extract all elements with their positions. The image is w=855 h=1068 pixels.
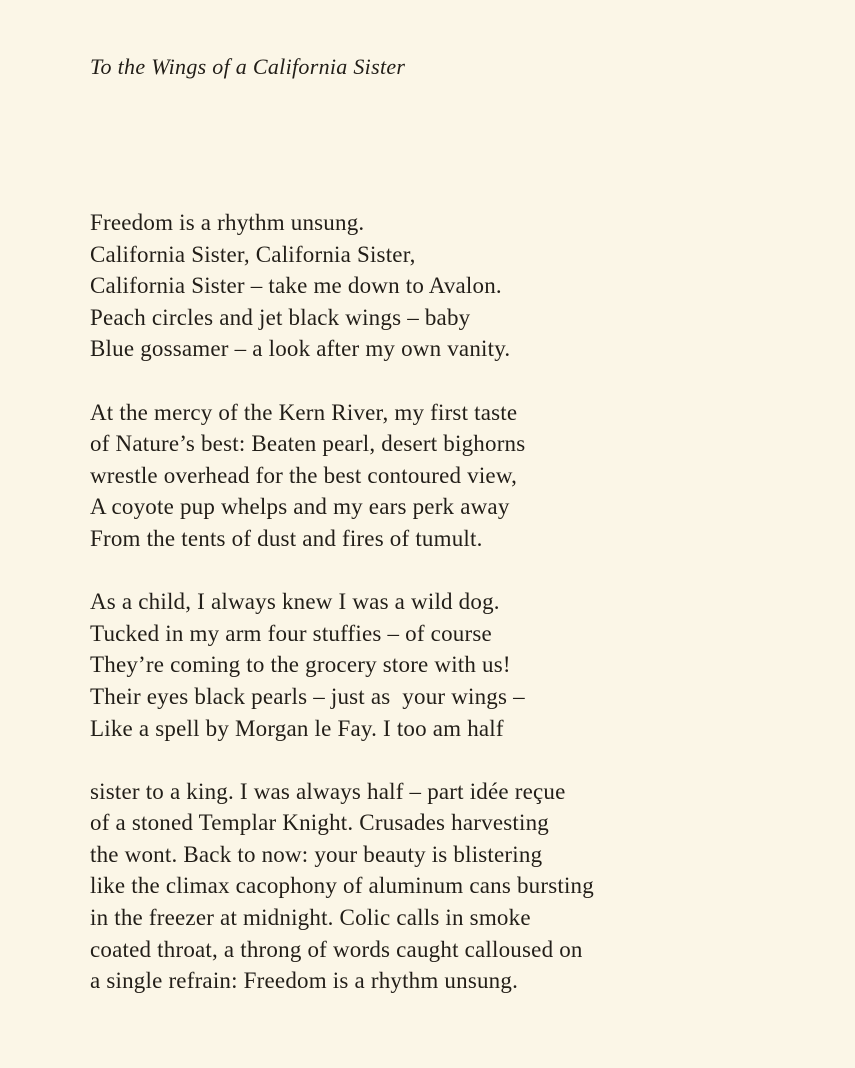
poem-line: sister to a king. I was always half – part idée reçue (90, 778, 566, 804)
poem-line: Blue gossamer – a look after my own vanity. (90, 336, 511, 362)
poem-line: A coyote pup whelps and my ears perk away (90, 494, 510, 520)
poem-line: of a stoned Templar Knight. Crusades harvesting (90, 810, 549, 836)
poem-line: California Sister – take me down to Avalon. (90, 273, 502, 299)
poem-line: Their eyes black pearls – just as your wings – (90, 683, 525, 709)
poem-line: coated throat, a throng of words caught calloused on (90, 936, 583, 962)
poem-line: a single refrain: Freedom is a rhythm unsung. (90, 968, 519, 994)
stanza-3 (90, 586, 795, 744)
poem-line: in the freezer at midnight. Colic calls in smoke (90, 905, 531, 931)
stanza-1 (90, 207, 795, 365)
poem-line: Peach circles and jet black wings – baby (90, 304, 471, 330)
poem-line: Like a spell by Morgan le Fay. I too am half (90, 715, 504, 741)
poem-line: of Nature’s best: Beaten pearl, desert bighorns (90, 431, 526, 457)
poem-line: like the climax cacophony of aluminum cans bursting (90, 873, 594, 899)
poem-title: To the Wings of a California Sister (90, 54, 406, 79)
poem-line: California Sister, California Sister, (90, 241, 416, 267)
poem-line: At the mercy of the Kern River, my first taste (90, 399, 518, 425)
poem-line: From the tents of dust and fires of tumult. (90, 525, 483, 551)
poem-line: Tucked in my arm four stuffies – of course (90, 620, 492, 646)
poem-line: Freedom is a rhythm unsung. (90, 210, 365, 235)
poem-line: the wont. Back to now: your beauty is blistering (90, 841, 543, 867)
stanza-2 (90, 397, 795, 555)
poem-line: They’re coming to the grocery store with us! (90, 652, 511, 678)
poem-line: wrestle overhead for the best contoured view, (90, 462, 518, 488)
poem-line: As a child, I always knew I was a wild dog. (90, 589, 500, 615)
stanza-4 (90, 776, 795, 997)
